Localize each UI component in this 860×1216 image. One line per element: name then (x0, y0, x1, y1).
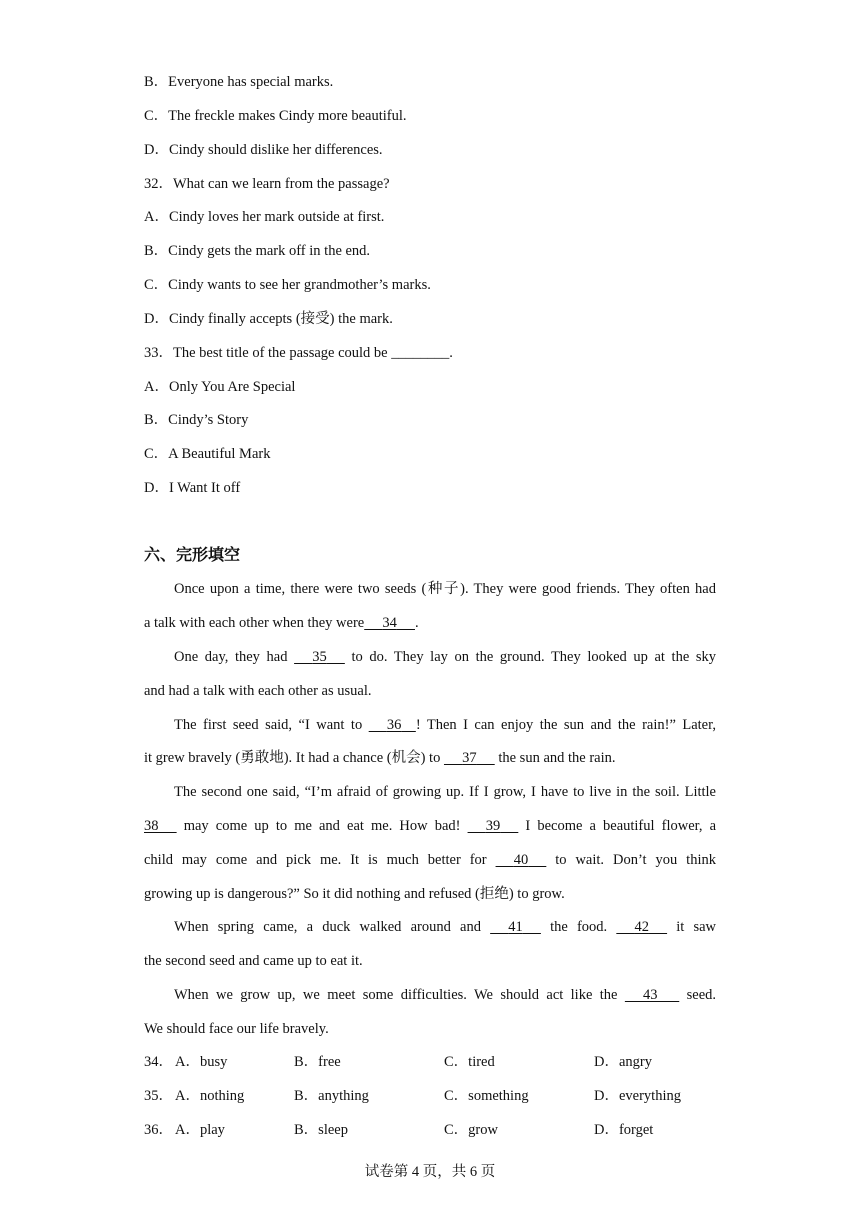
choice-b: B．free (294, 1054, 341, 1070)
choice-b: B．anything (294, 1088, 369, 1104)
passage-text: When spring came, a duck walked around and (174, 919, 481, 935)
choice-d: D．forget (594, 1122, 654, 1138)
page-footer: 试卷第 4 页，共 6 页 (364, 1164, 496, 1180)
q33-option-a (144, 377, 295, 397)
option-text: Cindy wants to see her grandmother’s marks. (168, 277, 431, 293)
choice-c: C．grow (444, 1122, 498, 1138)
passage-text: it grew bravely (勇敢地). It had a chance (机会) to (144, 750, 441, 766)
option-label: D． (144, 142, 169, 158)
passage-text: seed. (686, 987, 717, 1003)
choice-a: A．play (175, 1122, 225, 1138)
question-32-stem: 32．What can we learn from the passage? (144, 176, 390, 192)
passage-line: We should face our life bravely. (144, 1021, 329, 1037)
choice-c: C．something (444, 1088, 529, 1104)
option-text: Only You Are Special (168, 379, 296, 395)
blank-42 (616, 917, 667, 937)
option-label: A． (144, 379, 169, 395)
passage-line: Once upon a time, there were two seeds (种子). They were good friends. They often had (174, 581, 716, 597)
blank-39 (468, 816, 519, 836)
choice-d: D．everything (594, 1088, 681, 1104)
blank-35 (294, 647, 345, 667)
passage-text: ! Then I can enjoy the sun and the rain!” Later, (415, 717, 716, 733)
q32-option-a (144, 207, 384, 227)
passage-line (174, 985, 716, 1005)
passage-text: When we grow up, we meet some difficulties. We should act like the (174, 987, 618, 1003)
option-text: A Beautiful Mark (168, 446, 271, 462)
passage-line (144, 850, 716, 870)
option-label: C． (144, 277, 169, 293)
q33-option-c (144, 444, 270, 464)
option-text: Cindy finally accepts (接受) the mark. (168, 311, 393, 327)
blank-number: 36 (386, 717, 402, 733)
option-d-prev (144, 140, 383, 160)
choice-number: 34． (144, 1054, 173, 1070)
option-text: The freckle makes Cindy more beautiful. (168, 108, 407, 124)
passage-line (174, 647, 716, 667)
q33-option-d (144, 478, 240, 498)
option-label: D． (144, 480, 169, 496)
blank-number: 40 (513, 852, 529, 868)
passage-line (174, 917, 716, 937)
blank-38 (144, 816, 177, 836)
q33-option-b (144, 410, 248, 430)
passage-text: the food. (550, 919, 608, 935)
passage-text: a talk with each other when they were (144, 615, 365, 631)
option-label: C． (144, 446, 169, 462)
option-label: A． (144, 209, 169, 225)
q32-option-b (144, 241, 370, 261)
option-text: Cindy loves her mark outside at first. (168, 209, 385, 225)
choice-a: A．nothing (175, 1088, 245, 1104)
blank-37 (444, 748, 495, 768)
option-label: B． (144, 412, 169, 428)
passage-line: The second one said, “I’m afraid of growing up. If I grow, I have to live in the soil. Little (174, 784, 716, 800)
blank-40 (496, 850, 547, 870)
passage-line: growing up is dangerous?” So it did nothing and refused (拒绝) to grow. (144, 886, 565, 902)
choice-c: C．tired (444, 1054, 495, 1070)
option-label: C． (144, 108, 169, 124)
blank-number: 41 (508, 919, 523, 935)
q32-option-d (144, 309, 393, 329)
option-label: D． (144, 311, 169, 327)
blank-number: 42 (634, 919, 649, 935)
blank-number: 38 (144, 818, 159, 834)
blank-number: 39 (485, 818, 501, 834)
choice-b: B．sleep (294, 1122, 348, 1138)
blank-43 (625, 985, 679, 1005)
choice-a: A．busy (175, 1054, 228, 1070)
blank-34 (364, 613, 415, 633)
passage-text: The first seed said, “I want to (174, 717, 363, 733)
passage-line (144, 613, 419, 633)
passage-line: the second seed and came up to eat it. (144, 953, 363, 969)
option-c-prev (144, 106, 407, 126)
blank-number: 43 (643, 987, 658, 1003)
passage-line: and had a talk with each other as usual. (144, 683, 372, 699)
section-heading: 六、完形填空 (144, 545, 241, 564)
option-text: Cindy’s Story (168, 412, 249, 428)
option-text: Everyone has special marks. (168, 74, 334, 90)
passage-line (174, 715, 716, 735)
option-b-prev (144, 72, 333, 92)
blank-number: 35 (312, 649, 327, 665)
blank-41 (490, 917, 541, 937)
q32-option-c (144, 275, 431, 295)
passage-line (144, 816, 716, 836)
blank-number: 34 (382, 615, 397, 631)
passage-line (144, 748, 616, 768)
question-33-stem: 33．The best title of the passage could be ________. (144, 345, 453, 361)
option-text: I Want It off (168, 480, 241, 496)
passage-text: One day, they had (174, 649, 288, 665)
passage-text: it saw (676, 919, 717, 935)
option-text: Cindy should dislike her differences. (168, 142, 383, 158)
passage-text: child may come and pick me. It is much better for (144, 852, 487, 868)
passage-text: . (414, 615, 419, 631)
passage-text: to do. They lay on the ground. They looked up at the sky (351, 649, 717, 665)
choice-d: D．angry (594, 1054, 652, 1070)
passage-text: to wait. Don’t you think (555, 852, 716, 868)
blank-36 (369, 715, 416, 735)
option-text: Cindy gets the mark off in the end. (168, 243, 371, 259)
passage-text: I become a beautiful flower, a (525, 818, 717, 834)
choice-number: 35． (144, 1088, 173, 1104)
passage-text: may come up to me and eat me. How bad! (183, 818, 461, 834)
choice-number: 36． (144, 1122, 173, 1138)
option-label: B． (144, 74, 169, 90)
passage-text: the sun and the rain. (498, 750, 616, 766)
blank-number: 37 (462, 750, 477, 766)
option-label: B． (144, 243, 169, 259)
